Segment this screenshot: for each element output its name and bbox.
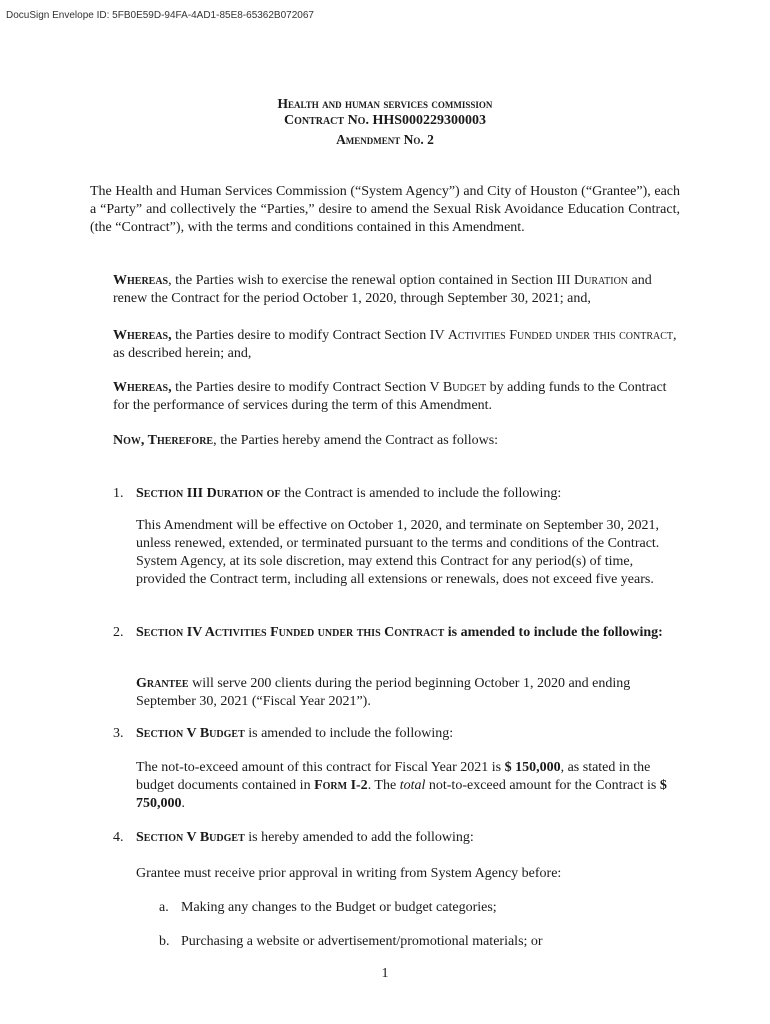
item-body: The not-to-exceed amount of this contract for Fiscal Year 2021 is $ 150,000, as stated in the budget documents contained in Form I-2. The total not-to-exceed amount for the Contract is $ 750,000. xyxy=(136,760,667,811)
intro-paragraph: The Health and Human Services Commission (“System Agency”) and City of Houston (“Grantee”), each a “Party” and collectively the “Parties,” desire to amend the Sexual Risk Avoidance Education Contract, (the “Contract”), with the terms and conditions contained in this Amendment. xyxy=(90,184,680,235)
subitem-letter: a. xyxy=(159,900,169,915)
subitem-letter: b. xyxy=(159,934,170,949)
item-body: Grantee will serve 200 clients during the period beginning October 1, 2020 and ending September 30, 2021 (“Fiscal Year 2021”). xyxy=(136,676,631,709)
item-number: 4. xyxy=(113,830,124,845)
subitem-text: Making any changes to the Budget or budget categories; xyxy=(181,900,497,915)
item-number: 3. xyxy=(113,726,124,741)
whereas-activities: Whereas, the Parties desire to modify Contract Section IV Activities Funded under this contract, as described herein; and, xyxy=(113,328,677,361)
item-heading: Section IV Activities Funded under this Contract is amended to include the following: xyxy=(136,625,663,640)
item-body: This Amendment will be effective on October 1, 2020, and terminate on September 30, 2021, unless renewed, extended, or terminated pursuant to the terms and conditions of the Contract. System Agency, at its sole discretion, may extend this Contract for any period(s) of time, provided the Contract term, including all extensions or renewals, does not exceed five years. xyxy=(136,518,660,587)
item-body: Grantee must receive prior approval in writing from System Agency before: xyxy=(136,866,562,881)
now-therefore: Now, Therefore, the Parties hereby amend the Contract as follows: xyxy=(113,433,499,448)
docusign-envelope-id: DocuSign Envelope ID: 5FB0E59D-94FA-4AD1-85E8-65362B072067 xyxy=(6,10,314,21)
item-heading: Section III Duration of the Contract is amended to include the following: xyxy=(136,486,562,501)
contract-number: Contract No. HHS000229300003 xyxy=(283,113,487,128)
whereas-budget: Whereas, the Parties desire to modify Contract Section V Budget by adding funds to the Contract for the performance of services during the term of this Amendment. xyxy=(113,380,667,413)
item-heading: Section V Budget is hereby amended to add the following: xyxy=(136,830,474,845)
item-number: 1. xyxy=(113,486,124,501)
subitem-text: Purchasing a website or advertisement/promotional materials; or xyxy=(181,934,543,949)
page-number: 1 xyxy=(381,966,389,981)
amendment-number: Amendment No. 2 xyxy=(336,132,434,147)
whereas-renewal: Whereas, the Parties wish to exercise the renewal option contained in Section III Duration and renew the Contract for the period October 1, 2020, through September 30, 2021; and, xyxy=(113,273,652,306)
item-number: 2. xyxy=(113,625,124,640)
item-heading: Section V Budget is amended to include the following: xyxy=(136,726,454,741)
document-title: Health and human services commission xyxy=(277,96,493,111)
